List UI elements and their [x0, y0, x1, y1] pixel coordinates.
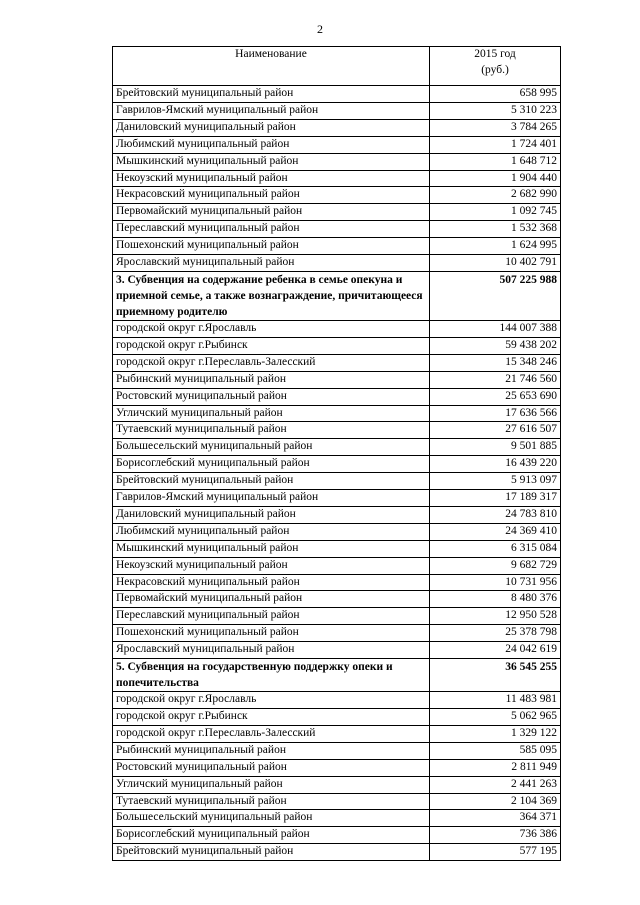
municipality-name: Гаврилов-Ямский муниципальный район — [113, 490, 430, 507]
amount-value: 364 371 — [430, 810, 561, 827]
municipality-name: городской округ г.Рыбинск — [113, 709, 430, 726]
table-row — [113, 153, 561, 170]
amount-value: 3 784 265 — [430, 119, 561, 136]
table-row — [113, 709, 561, 726]
page-number: 2 — [317, 22, 323, 36]
amount-value: 16 439 220 — [430, 456, 561, 473]
municipality-name: Любимский муниципальный район — [113, 523, 430, 540]
municipality-name: Переславский муниципальный район — [113, 221, 430, 238]
table-row — [113, 371, 561, 388]
municipality-name: Брейтовский муниципальный район — [113, 844, 430, 861]
municipality-name: Некрасовский муниципальный район — [113, 187, 430, 204]
table-row — [113, 170, 561, 187]
municipality-name: Борисоглебский муниципальный район — [113, 827, 430, 844]
table-header-row — [113, 47, 561, 86]
municipality-name: Тутаевский муниципальный район — [113, 422, 430, 439]
table-row — [113, 540, 561, 557]
amount-value: 10 402 791 — [430, 255, 561, 272]
amount-value: 21 746 560 — [430, 371, 561, 388]
table-row — [113, 422, 561, 439]
section-title: 5. Субвенция на государственную поддержку опеки и попечительства — [113, 659, 430, 692]
amount-value: 1 092 745 — [430, 204, 561, 221]
municipality-name: городской округ г.Ярославль — [113, 692, 430, 709]
table-row — [113, 86, 561, 103]
amount-value: 25 378 798 — [430, 625, 561, 642]
amount-value: 1 532 368 — [430, 221, 561, 238]
amount-value: 1 329 122 — [430, 725, 561, 742]
table-row — [113, 456, 561, 473]
table-row — [113, 591, 561, 608]
municipality-name: Большесельский муниципальный район — [113, 439, 430, 456]
amount-value: 15 348 246 — [430, 354, 561, 371]
table-row — [113, 136, 561, 153]
table-row — [113, 827, 561, 844]
municipality-name: Любимский муниципальный район — [113, 136, 430, 153]
table-row — [113, 506, 561, 523]
amount-value: 59 438 202 — [430, 337, 561, 354]
table-row — [113, 221, 561, 238]
amount-value: 24 369 410 — [430, 523, 561, 540]
subvention-table — [112, 46, 561, 861]
table-row — [113, 439, 561, 456]
table-row — [113, 119, 561, 136]
amount-value: 12 950 528 — [430, 608, 561, 625]
amount-value: 8 480 376 — [430, 591, 561, 608]
municipality-name: Некоузский муниципальный район — [113, 170, 430, 187]
amount-value: 1 624 995 — [430, 238, 561, 255]
amount-value: 577 195 — [430, 844, 561, 861]
section-row — [113, 271, 561, 320]
header-unit: (руб.) — [481, 63, 509, 76]
table-row — [113, 776, 561, 793]
municipality-name: Ярославский муниципальный район — [113, 642, 430, 659]
column-header-year — [430, 47, 561, 86]
table-row — [113, 187, 561, 204]
table-row — [113, 523, 561, 540]
table-row — [113, 642, 561, 659]
amount-value: 25 653 690 — [430, 388, 561, 405]
municipality-name: Гаврилов-Ямский муниципальный район — [113, 102, 430, 119]
amount-value: 736 386 — [430, 827, 561, 844]
amount-value: 658 995 — [430, 86, 561, 103]
amount-value: 6 315 084 — [430, 540, 561, 557]
amount-value: 5 062 965 — [430, 709, 561, 726]
amount-value: 2 682 990 — [430, 187, 561, 204]
table-row — [113, 354, 561, 371]
municipality-name: Брейтовский муниципальный район — [113, 473, 430, 490]
table-row — [113, 238, 561, 255]
table-row — [113, 574, 561, 591]
municipality-name: Ростовский муниципальный район — [113, 759, 430, 776]
amount-value: 585 095 — [430, 742, 561, 759]
amount-value: 24 783 810 — [430, 506, 561, 523]
table-row — [113, 204, 561, 221]
municipality-name: Угличский муниципальный район — [113, 405, 430, 422]
municipality-name: Мышкинский муниципальный район — [113, 540, 430, 557]
amount-value: 17 189 317 — [430, 490, 561, 507]
section-total: 36 545 255 — [430, 659, 561, 692]
municipality-name: Пошехонский муниципальный район — [113, 625, 430, 642]
table-row — [113, 742, 561, 759]
amount-value: 5 913 097 — [430, 473, 561, 490]
amount-value: 144 007 388 — [430, 320, 561, 337]
amount-value: 1 904 440 — [430, 170, 561, 187]
municipality-name: Ростовский муниципальный район — [113, 388, 430, 405]
municipality-name: Борисоглебский муниципальный район — [113, 456, 430, 473]
municipality-name: Даниловский муниципальный район — [113, 119, 430, 136]
table-row — [113, 255, 561, 272]
amount-value: 9 501 885 — [430, 439, 561, 456]
header-year: 2015 год — [474, 48, 516, 60]
municipality-name: Даниловский муниципальный район — [113, 506, 430, 523]
table-row — [113, 725, 561, 742]
table-row — [113, 625, 561, 642]
table-row — [113, 844, 561, 861]
table-row — [113, 320, 561, 337]
table-row — [113, 557, 561, 574]
amount-value: 1 724 401 — [430, 136, 561, 153]
municipality-name: Первомайский муниципальный район — [113, 204, 430, 221]
municipality-name: городской округ г.Переславль-Залесский — [113, 725, 430, 742]
amount-value: 27 616 507 — [430, 422, 561, 439]
municipality-name: Тутаевский муниципальный район — [113, 793, 430, 810]
municipality-name: Угличский муниципальный район — [113, 776, 430, 793]
municipality-name: Большесельский муниципальный район — [113, 810, 430, 827]
amount-value: 9 682 729 — [430, 557, 561, 574]
table-row — [113, 102, 561, 119]
section-total: 507 225 988 — [430, 271, 561, 320]
table-row — [113, 793, 561, 810]
municipality-name: Мышкинский муниципальный район — [113, 153, 430, 170]
section-row — [113, 659, 561, 692]
amount-value: 17 636 566 — [430, 405, 561, 422]
municipality-name: Пошехонский муниципальный район — [113, 238, 430, 255]
amount-value: 10 731 956 — [430, 574, 561, 591]
table-row — [113, 759, 561, 776]
municipality-name: Переславский муниципальный район — [113, 608, 430, 625]
table-row — [113, 388, 561, 405]
municipality-name: городской округ г.Рыбинск — [113, 337, 430, 354]
municipality-name: городской округ г.Ярославль — [113, 320, 430, 337]
municipality-name: Некрасовский муниципальный район — [113, 574, 430, 591]
amount-value: 2 811 949 — [430, 759, 561, 776]
column-header-name: Наименование — [113, 47, 430, 86]
amount-value: 2 441 263 — [430, 776, 561, 793]
municipality-name: Ярославский муниципальный район — [113, 255, 430, 272]
table-row — [113, 692, 561, 709]
municipality-name: Первомайский муниципальный район — [113, 591, 430, 608]
municipality-name: городской округ г.Переславль-Залесский — [113, 354, 430, 371]
table-row — [113, 608, 561, 625]
amount-value: 1 648 712 — [430, 153, 561, 170]
amount-value: 5 310 223 — [430, 102, 561, 119]
municipality-name: Рыбинский муниципальный район — [113, 371, 430, 388]
municipality-name: Брейтовский муниципальный район — [113, 86, 430, 103]
table-row — [113, 473, 561, 490]
municipality-name: Некоузский муниципальный район — [113, 557, 430, 574]
amount-value: 11 483 981 — [430, 692, 561, 709]
table-row — [113, 810, 561, 827]
amount-value: 24 042 619 — [430, 642, 561, 659]
amount-value: 2 104 369 — [430, 793, 561, 810]
section-title: 3. Субвенция на содержание ребенка в семье опекуна и приемной семье, а также вознаграждение, причитающееся приемному родителю — [113, 271, 430, 320]
table-row — [113, 337, 561, 354]
municipality-name: Рыбинский муниципальный район — [113, 742, 430, 759]
table-row — [113, 490, 561, 507]
table-row — [113, 405, 561, 422]
